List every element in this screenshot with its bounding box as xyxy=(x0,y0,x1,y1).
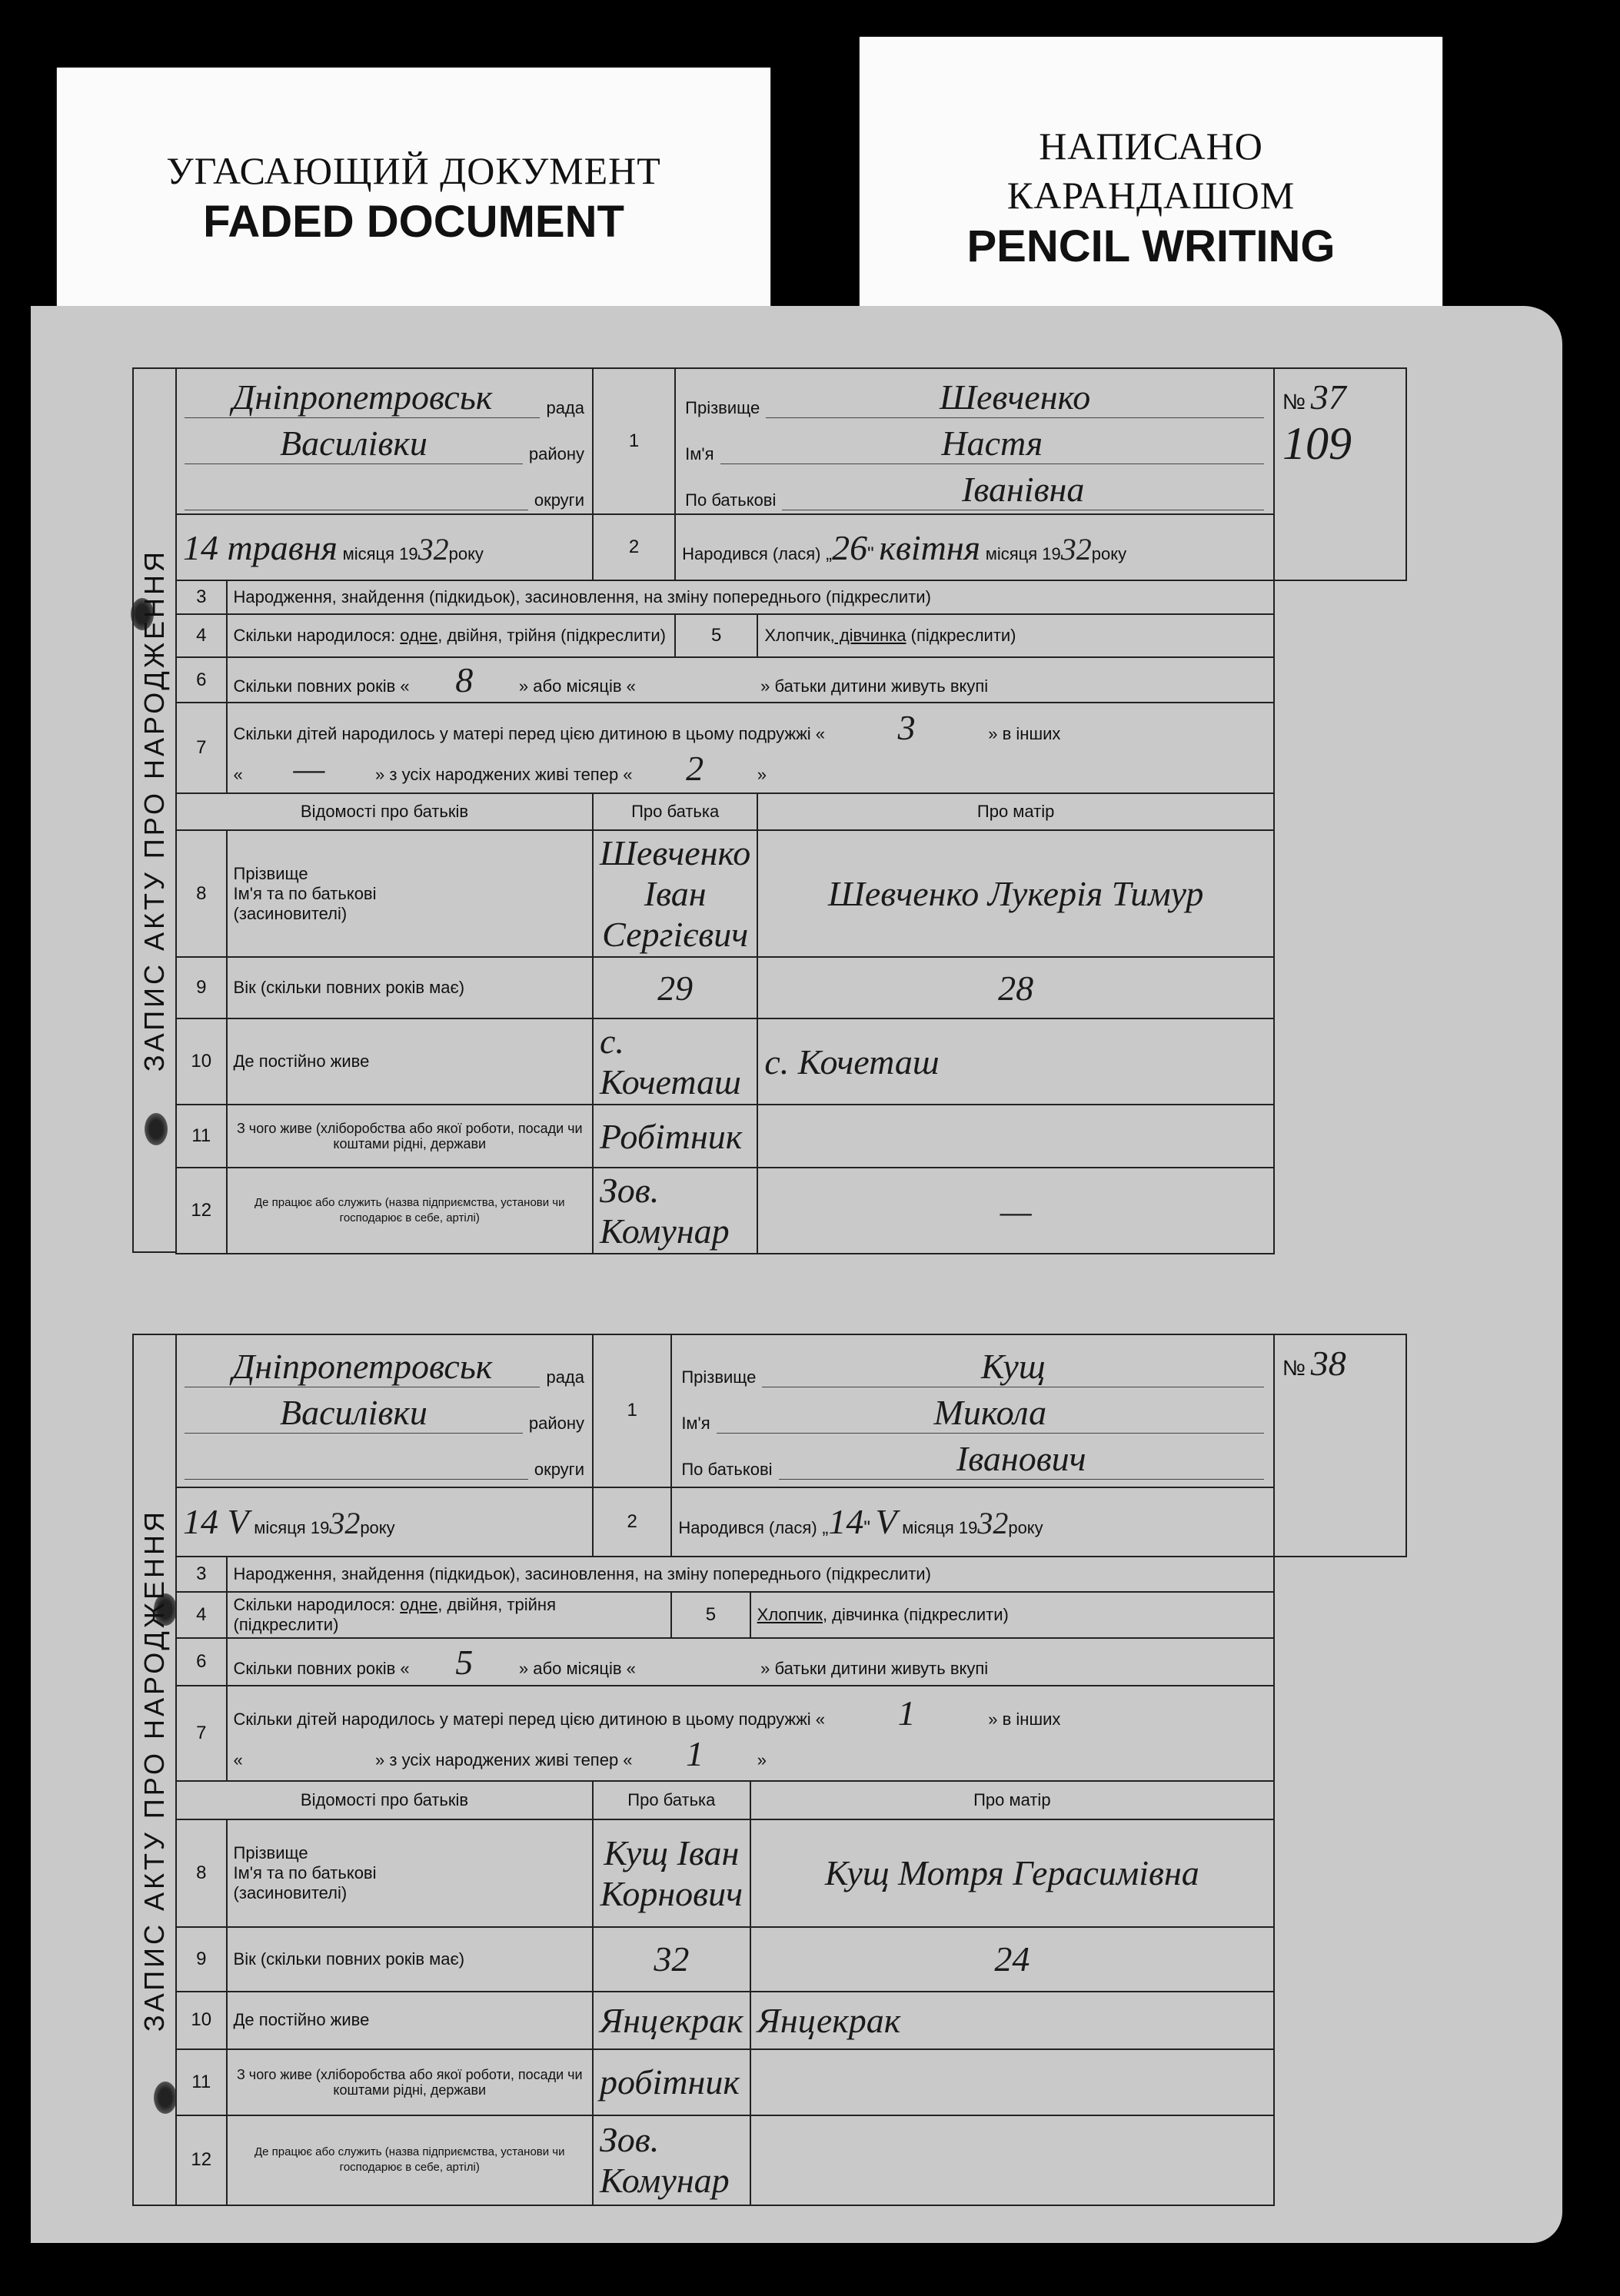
born-label: Народився (лася) xyxy=(682,543,821,563)
row-number: 2 xyxy=(593,514,675,580)
father-occupation: Робітник xyxy=(593,1105,757,1168)
registration-date: 14 травня xyxy=(183,527,338,567)
born-day: 26 xyxy=(832,527,868,567)
row-number: 9 xyxy=(176,957,227,1018)
years-together: 8 xyxy=(455,660,474,699)
row12-label: Де працює або служить (назва підприємства, установи чи господарює в себе, артілі) xyxy=(227,2115,593,2205)
father-name: Кущ Іван Корнович xyxy=(593,1819,750,1927)
row-number: 12 xyxy=(176,2115,227,2205)
row4-underlined: одне xyxy=(400,1595,438,1615)
row6-c: » батьки дитини живуть вкупі xyxy=(760,676,989,696)
name-label: Ім'я xyxy=(681,1414,710,1434)
father-residence: с. Кочеташ xyxy=(593,1018,757,1105)
year-label: року xyxy=(360,1518,395,1538)
row-number: 1 xyxy=(593,1334,671,1487)
row5-rest: (підкреслити) xyxy=(906,626,1016,645)
patronymic-label: По батькові xyxy=(681,1460,773,1480)
row-number: 7 xyxy=(176,1686,227,1780)
month-label: місяця 19 xyxy=(254,1518,330,1538)
rada-value: Дніпропетровськ xyxy=(185,377,540,418)
pencil-label-ru1: НАПИСАНО xyxy=(1039,125,1263,168)
row-number: 6 xyxy=(176,657,227,703)
record-side-title xyxy=(132,367,175,1253)
month-label: місяця 19 xyxy=(985,543,1061,563)
raion-value: Василівки xyxy=(185,1392,523,1434)
children-before: 3 xyxy=(897,708,916,747)
row-number: 11 xyxy=(176,2049,227,2115)
row5-girl: , дівчинка xyxy=(830,626,906,645)
pencil-label-ru2: КАРАНДАШОМ xyxy=(1006,174,1296,217)
year-label: року xyxy=(1008,1518,1043,1538)
okrug-label: округи xyxy=(534,490,584,510)
month-label: місяця 19 xyxy=(902,1518,978,1538)
row10-label: Де постійно живе xyxy=(227,1992,593,2049)
year-label: року xyxy=(1091,543,1127,563)
number-prefix: № xyxy=(1282,1356,1306,1380)
row-number: 4 xyxy=(176,1592,227,1639)
row11-label: З чого живе (хліборобства або якої роботи, посади чи коштами рідні, держави xyxy=(227,1105,593,1168)
mother-age: 24 xyxy=(750,1927,1274,1992)
row-number: 11 xyxy=(176,1105,227,1168)
mother-name: Кущ Мотря Герасимівна xyxy=(750,1819,1274,1927)
born-day: 14 xyxy=(828,1502,864,1542)
born-label: Народився (лася) xyxy=(678,1518,817,1538)
faded-label-ru: УГАСАЮЩИЙ ДОКУМЕНТ xyxy=(166,149,661,192)
father-name: Шевченко Іван Сергієвич xyxy=(593,830,757,957)
record-number: 38 xyxy=(1310,1344,1346,1383)
header-parents-info: Відомості про батьків xyxy=(176,793,593,830)
row12-label: Де працює або служить (назва підприємства, установи чи господарює в себе, артілі) xyxy=(227,1168,593,1254)
name-label: Ім'я xyxy=(685,444,714,464)
children-alive: 1 xyxy=(686,1733,704,1773)
row5-boy: Хлопчик xyxy=(764,626,830,645)
row-number: 2 xyxy=(593,1487,671,1557)
row7-b: » в інших xyxy=(988,1709,1061,1729)
children-other: — xyxy=(293,749,325,788)
born-month: V xyxy=(875,1502,897,1542)
raion-label: району xyxy=(528,444,584,464)
faded-document-label xyxy=(57,68,770,321)
side-title-text: ЗАПИС АКТУ ПРО НАРОДЖЕННЯ xyxy=(138,1508,170,2032)
registration-year: 32 xyxy=(417,531,449,567)
row4-rest: , двійня, трійня (підкреслити) xyxy=(437,626,666,645)
header-father: Про батька xyxy=(593,793,757,830)
row6-a: Скільки повних років « xyxy=(233,1658,410,1678)
father-age: 32 xyxy=(593,1927,750,1992)
row7-c: « xyxy=(233,1749,243,1769)
faded-label-en: FADED DOCUMENT xyxy=(203,197,624,247)
born-month: квітня xyxy=(879,527,981,567)
row-number: 12 xyxy=(176,1168,227,1254)
name-value: Настя xyxy=(720,423,1264,464)
row-number: 3 xyxy=(176,580,227,614)
mother-residence: Янцекрак xyxy=(750,1992,1274,2049)
registration-date: 14 V xyxy=(183,1502,249,1542)
mother-residence: с. Кочеташ xyxy=(757,1018,1274,1105)
row-number: 8 xyxy=(176,1819,227,1927)
row7-a: Скільки дітей народилось у матері перед цією дитиною в цьому подружжі « xyxy=(233,724,826,743)
okrug-value xyxy=(185,1479,528,1480)
mother-workplace: — xyxy=(757,1168,1274,1254)
patronymic-label: По батькові xyxy=(685,490,777,510)
row-number: 9 xyxy=(176,1927,227,1992)
row7-d: » з усіх народжених живі тепер « xyxy=(375,1749,633,1769)
rada-value: Дніпропетровськ xyxy=(185,1346,540,1387)
raion-value: Василівки xyxy=(185,423,523,464)
row4-label: Скільки народилося: xyxy=(233,626,396,645)
row9-label: Вік (скільки повних років має) xyxy=(227,1927,593,1992)
father-workplace: Зов. Комунар xyxy=(593,2115,750,2205)
surname-value: Шевченко xyxy=(766,377,1264,418)
row3-text: Народження, знайдення (підкидьок), засиновлення, на зміну попереднього (підкреслити) xyxy=(227,580,1274,614)
row9-label: Вік (скільки повних років має) xyxy=(227,957,593,1018)
name-value: Микола xyxy=(717,1392,1264,1434)
row-number: 8 xyxy=(176,830,227,957)
row8-label: Прізвище Ім'я та по батькові (засиновителі) xyxy=(227,830,593,957)
children-before: 1 xyxy=(897,1693,916,1733)
birth-record-2: ЗАПИС АКТУ ПРО НАРОДЖЕННЯ Дніпропетровськ рада Василівки району округи 1 Прізвище Кущ Ім'я Микола По батькові Іванович № 38 14 V місяця 1932року 2 Народився (лася) „14" V місяця 1932року 3 Народження, знайдення (підкидьок), засиновлення, на зміну попереднього (підкреслити) 4 Скільки народилося: одне, двійня, трійня (підкреслити) 5 Хлопчик, дівчинка (підкреслити) 6 Скільки повних років « 5 » або місяців « » батьки дитини живуть вкупі 7 Скільки дітей народилось у матері перед цією дитиною в цьому подружжі « 1 » в інших « » з усіх народжених живі тепер « 1 » Відомості про батьків Про батька Про матір 8 Прізвище Ім'я та по батькові (засиновителі) Кущ Іван Корнович Кущ Мотря Герасимівна 9 Вік (скільки повних років має) 32 24 10 Де постійно живе Янцекрак Янцекрак 11 З чого живе (хліборобства або якої роботи, посади чи коштами рідні, держави робітник 12 Де працює або служить (назва підприємства, установи чи господарює в себе, артілі) Зов. Комунар xyxy=(175,1334,1407,2206)
record-side-title xyxy=(132,1334,175,2206)
father-occupation: робітник xyxy=(593,2049,750,2115)
row5-boy: Хлопчик xyxy=(757,1605,823,1625)
patronymic-value: Іванівна xyxy=(782,469,1264,510)
mother-name: Шевченко Лукерія Тимур xyxy=(757,830,1274,957)
row-number: 10 xyxy=(176,1992,227,2049)
patronymic-value: Іванович xyxy=(779,1438,1264,1480)
row-number: 6 xyxy=(176,1638,227,1686)
header-parents-info: Відомості про батьків xyxy=(176,1781,593,1819)
row-number: 10 xyxy=(176,1018,227,1105)
record-number-2: 109 xyxy=(1282,418,1352,469)
okrug-label: округи xyxy=(534,1460,584,1480)
header-father: Про батька xyxy=(593,1781,750,1819)
side-title-text: ЗАПИС АКТУ ПРО НАРОДЖЕННЯ xyxy=(138,548,170,1072)
row-number: 3 xyxy=(176,1557,227,1592)
record-number-box xyxy=(1274,1334,1406,1557)
row7-e: » xyxy=(757,1749,767,1769)
row7-a: Скільки дітей народилось у матері перед цією дитиною в цьому подружжі « xyxy=(233,1709,826,1729)
surname-label: Прізвище xyxy=(685,398,760,417)
father-age: 29 xyxy=(593,957,757,1018)
row7-d: » з усіх народжених живі тепер « xyxy=(375,765,633,784)
row10-label: Де постійно живе xyxy=(227,1018,593,1105)
surname-value: Кущ xyxy=(762,1346,1264,1387)
mother-workplace xyxy=(750,2115,1274,2205)
header-mother: Про матір xyxy=(757,793,1274,830)
mother-age: 28 xyxy=(757,957,1274,1018)
row4-rest: , двійня, трійня (підкреслити) xyxy=(233,1595,556,1635)
rada-label: рада xyxy=(546,398,584,417)
row6-b: » або місяців « xyxy=(518,676,636,696)
row7-c: « xyxy=(233,765,243,784)
row6-a: Скільки повних років « xyxy=(233,676,410,696)
row3-text: Народження, знайдення (підкидьок), засиновлення, на зміну попереднього (підкреслити) xyxy=(227,1557,1274,1592)
row4-underlined: одне xyxy=(400,626,438,645)
row-number: 7 xyxy=(176,703,227,793)
row-number: 4 xyxy=(176,614,227,657)
born-year: 32 xyxy=(977,1506,1009,1541)
row-number: 1 xyxy=(593,368,675,514)
mother-occupation xyxy=(750,2049,1274,2115)
father-workplace: Зов. Комунар xyxy=(593,1168,757,1254)
row7-b: » в інших xyxy=(988,724,1061,743)
registration-year: 32 xyxy=(329,1506,361,1541)
row4-label: Скільки народилося: xyxy=(233,1595,396,1615)
row5-girl: , дівчинка xyxy=(822,1605,899,1625)
surname-label: Прізвище xyxy=(681,1367,757,1387)
pencil-label-en: PENCIL WRITING xyxy=(966,221,1336,271)
row7-e: » xyxy=(757,765,767,784)
year-label: року xyxy=(448,543,484,563)
header-mother: Про матір xyxy=(750,1781,1274,1819)
birth-record-1: ЗАПИС АКТУ ПРО НАРОДЖЕННЯ Дніпропетровськ рада Василівки району округи 1 Прізвище Шевченко Ім'я Настя По батькові Іванівна № 37 109 14 травня місяця 1932року 2 Народився (лася) „26" квітня місяця 1932року 3 Народження, знайдення (підкидьок), засиновлення, на зміну попереднього (підкреслити) 4 Скільки народилося: одне, двійня, трійня (підкреслити) 5 Хлопчик, дівчинка (підкреслити) 6 Скільки повних років « 8 » або місяців « » батьки дитини живуть вкупі 7 Скільки дітей народилось у матері перед цією дитиною в цьому подружжі « 3 » в інших « — » з усіх народжених живі тепер « 2 » Відомості про батьків Про батька Про матір 8 Прізвище Ім'я та по батькові (засиновителі) Шевченко Іван Сергієвич Шевченко Лукерія Тимур 9 Вік (скільки повних років має) 29 28 10 Де постійно живе с. Кочеташ с. Кочеташ 11 З чого живе (хліборобства або якої роботи, посади чи коштами рідні, держави Робітник 12 Де працює або служить (назва підприємства, установи чи господарює в себе, артілі) Зов. Комунар — xyxy=(175,367,1407,1253)
record-number: 37 xyxy=(1310,377,1346,417)
row11-label: З чого живе (хліборобства або якої роботи, посади чи коштами рідні, держави xyxy=(227,2049,593,2115)
children-alive: 2 xyxy=(686,749,704,788)
row5-rest: (підкреслити) xyxy=(898,1605,1009,1625)
father-residence: Янцекрак xyxy=(593,1992,750,2049)
number-prefix: № xyxy=(1282,390,1306,414)
pencil-writing-label xyxy=(860,37,1442,314)
row-number: 5 xyxy=(671,1592,750,1639)
mother-occupation xyxy=(757,1105,1274,1168)
rada-label: рада xyxy=(546,1367,584,1387)
years-together: 5 xyxy=(455,1642,474,1682)
row-number: 5 xyxy=(675,614,757,657)
row8-label: Прізвище Ім'я та по батькові (засиновителі) xyxy=(227,1819,593,1927)
row6-c: » батьки дитини живуть вкупі xyxy=(760,1658,989,1678)
month-label: місяця 19 xyxy=(342,543,418,563)
row6-b: » або місяців « xyxy=(518,1658,636,1678)
raion-label: району xyxy=(528,1414,584,1434)
born-year: 32 xyxy=(1060,531,1092,567)
record-number-box xyxy=(1274,368,1406,580)
